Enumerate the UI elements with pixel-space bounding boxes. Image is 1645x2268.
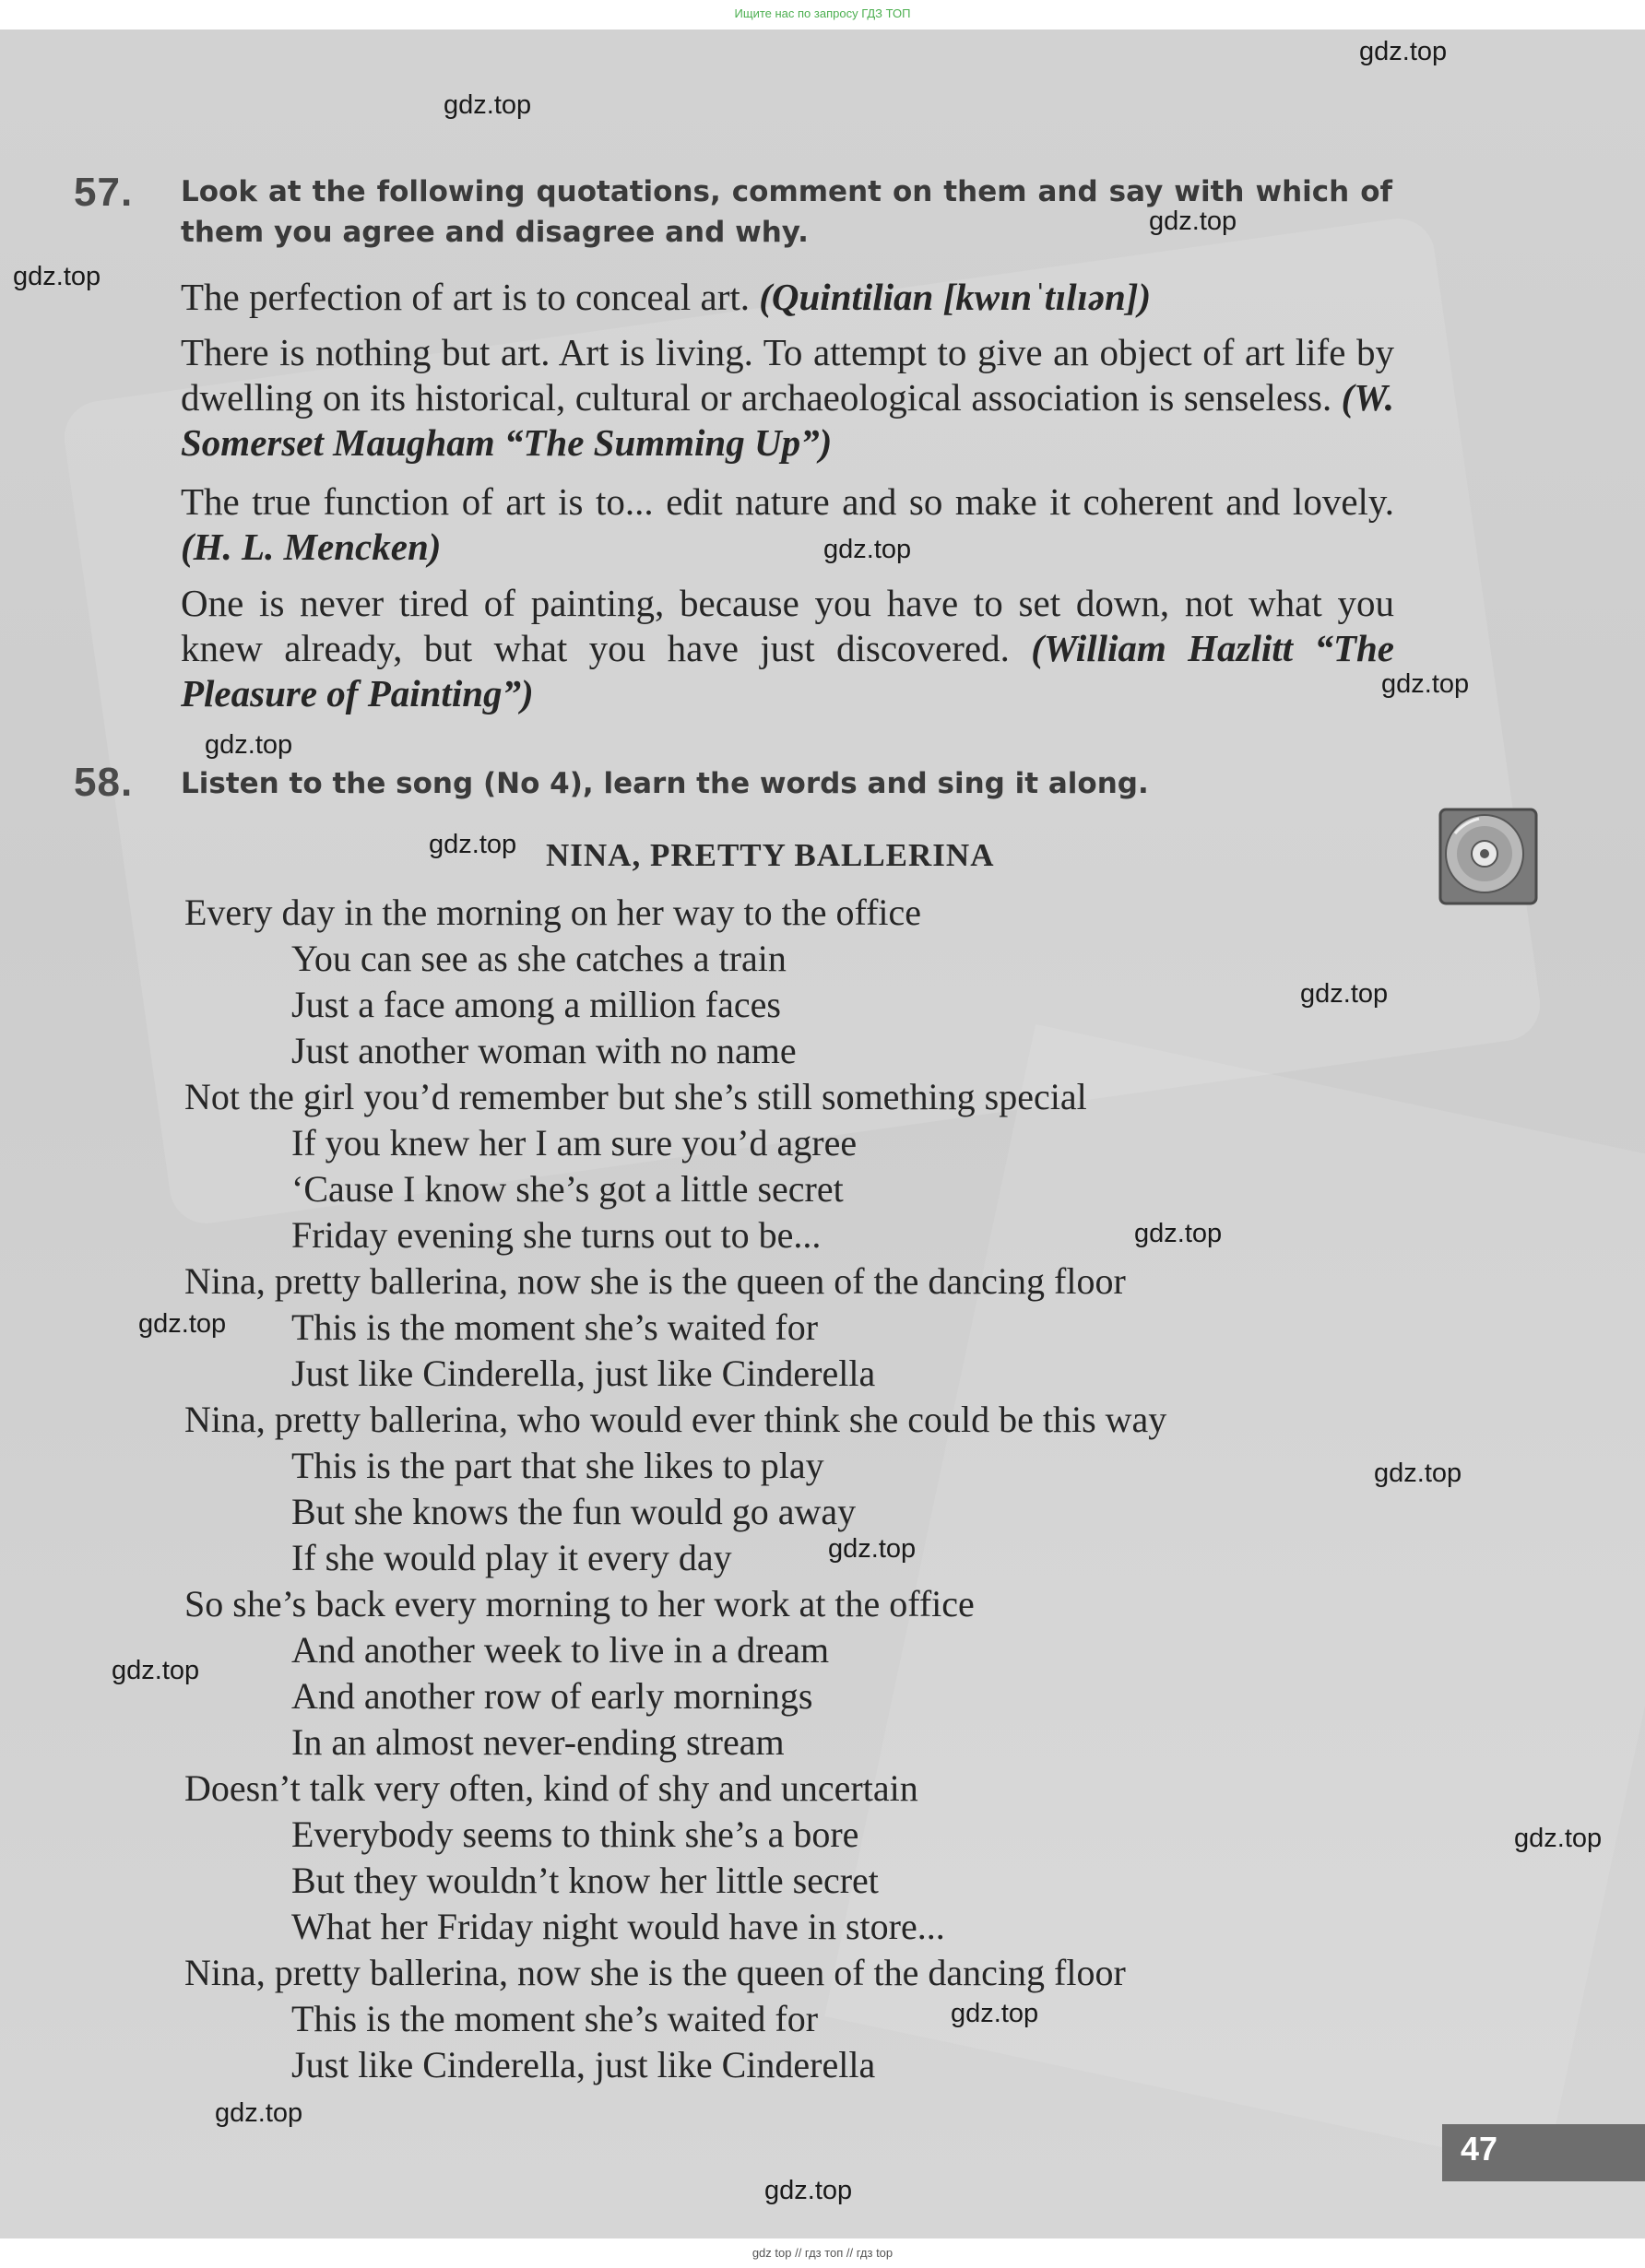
song-line: Nina, pretty ballerina, who would ever think she could be this way bbox=[184, 1399, 1167, 1440]
song-line: This is the moment she’s waited for bbox=[291, 1306, 819, 1348]
quote-quintilian bbox=[181, 275, 1394, 320]
watermark: gdz.top bbox=[1134, 1219, 1223, 1248]
watermark: gdz.top bbox=[429, 830, 517, 859]
quote-hazlitt bbox=[181, 581, 1394, 716]
song-line: You can see as she catches a train bbox=[291, 938, 787, 979]
song-line: But she knows the fun would go away bbox=[291, 1491, 857, 1532]
song-line: And another week to live in a dream bbox=[291, 1629, 830, 1671]
page-number: 47 bbox=[1461, 2130, 1498, 2168]
watermark: gdz.top bbox=[1381, 669, 1470, 699]
song-line: Friday evening she turns out to be... bbox=[291, 1214, 822, 1256]
song-line: In an almost never-ending stream bbox=[291, 1721, 785, 1763]
quote-maugham bbox=[181, 330, 1394, 466]
song-line: Just another woman with no name bbox=[291, 1030, 797, 1071]
watermark: gdz.top bbox=[112, 1656, 200, 1685]
song-line: Every day in the morning on her way to the office bbox=[184, 892, 922, 933]
watermark: gdz.top bbox=[1149, 207, 1237, 236]
quote-text: The true function of art is to... edit nature and so make it coherent and lovely. bbox=[181, 480, 1394, 523]
exercise-58-instruction: Listen to the song (No 4), learn the words and sing it along. bbox=[181, 767, 1149, 800]
exercise-58-number: 58. bbox=[74, 760, 134, 805]
song-line: If she would play it every day bbox=[291, 1537, 732, 1578]
quote-mencken bbox=[181, 479, 1394, 570]
song-line: Just a face among a million faces bbox=[291, 984, 781, 1025]
song-line: Just like Cinderella, just like Cinderella bbox=[291, 1353, 876, 1394]
textbook-page bbox=[0, 30, 1645, 2238]
watermark: gdz.top bbox=[1359, 37, 1448, 66]
quote-text: There is nothing but art. Art is living. To attempt to give an object of art life by dwelling on its historical, cultural or archaeological association is senseless. bbox=[181, 331, 1394, 419]
watermark: gdz.top bbox=[1300, 979, 1389, 1009]
song-line: This is the moment she’s waited for bbox=[291, 1998, 819, 2039]
song-line: But they wouldn’t know her little secret bbox=[291, 1860, 879, 1901]
watermark: gdz.top bbox=[1374, 1459, 1462, 1488]
song-line: And another row of early mornings bbox=[291, 1675, 813, 1717]
song-line: Everybody seems to think she’s a bore bbox=[291, 1813, 859, 1855]
watermark: gdz.top bbox=[951, 1999, 1039, 2028]
song-line: ‘Cause I know she’s got a little secret bbox=[291, 1168, 844, 1210]
watermark: gdz.top bbox=[444, 90, 532, 120]
quote-source: (H. L. Mencken) bbox=[181, 526, 442, 568]
quote-text: One is never tired of painting, because you have to set down, not what you knew already, but what you have just discovered. bbox=[181, 582, 1394, 669]
bottom-banner: gdz top // гдз топ // гдз top bbox=[0, 2238, 1645, 2268]
watermark: gdz.top bbox=[13, 262, 101, 291]
song-line: Not the girl you’d remember but she’s still something special bbox=[184, 1076, 1087, 1117]
watermark: gdz.top bbox=[138, 1309, 227, 1339]
song-title: NINA, PRETTY BALLERINA bbox=[546, 837, 995, 873]
song-line: Nina, pretty ballerina, now she is the queen of the dancing floor bbox=[184, 1260, 1126, 1302]
watermark: gdz.top bbox=[823, 535, 912, 564]
song-line: Nina, pretty ballerina, now she is the queen of the dancing floor bbox=[184, 1952, 1126, 1993]
song-line: If you knew her I am sure you’d agree bbox=[291, 1122, 858, 1164]
song-line: Doesn’t talk very often, kind of shy and uncertain bbox=[184, 1767, 918, 1809]
watermark: gdz.top bbox=[205, 730, 293, 760]
quote-text: The perfection of art is to conceal art. bbox=[181, 276, 760, 318]
exercise-57-instruction: Look at the following quotations, comment on them and say with which of them you agree and disagree and why. bbox=[181, 175, 1392, 249]
quote-source: (William Hazlitt “The Pleasure of Painting”) bbox=[181, 627, 1394, 715]
watermark: gdz.top bbox=[828, 1534, 917, 1564]
watermark: gdz.top bbox=[1514, 1824, 1603, 1853]
song-line: So she’s back every morning to her work at the office bbox=[184, 1583, 975, 1624]
quote-source: (Quintilian [kwɪnˈtɪlɪən]) bbox=[759, 276, 1152, 318]
top-banner: Ищите нас по запросу ГДЗ ТОП bbox=[0, 0, 1645, 30]
watermark: gdz.top bbox=[215, 2098, 303, 2128]
quote-source: (W. Somerset Maugham “The Summing Up”) bbox=[181, 376, 1394, 464]
cd-icon bbox=[1437, 806, 1540, 907]
song-line: This is the part that she likes to play bbox=[291, 1445, 824, 1486]
watermark: gdz.top bbox=[764, 2176, 853, 2205]
exercise-57-number: 57. bbox=[74, 170, 134, 215]
song-line: Just like Cinderella, just like Cinderella bbox=[291, 2044, 876, 2085]
song-line: What her Friday night would have in store... bbox=[291, 1906, 945, 1947]
